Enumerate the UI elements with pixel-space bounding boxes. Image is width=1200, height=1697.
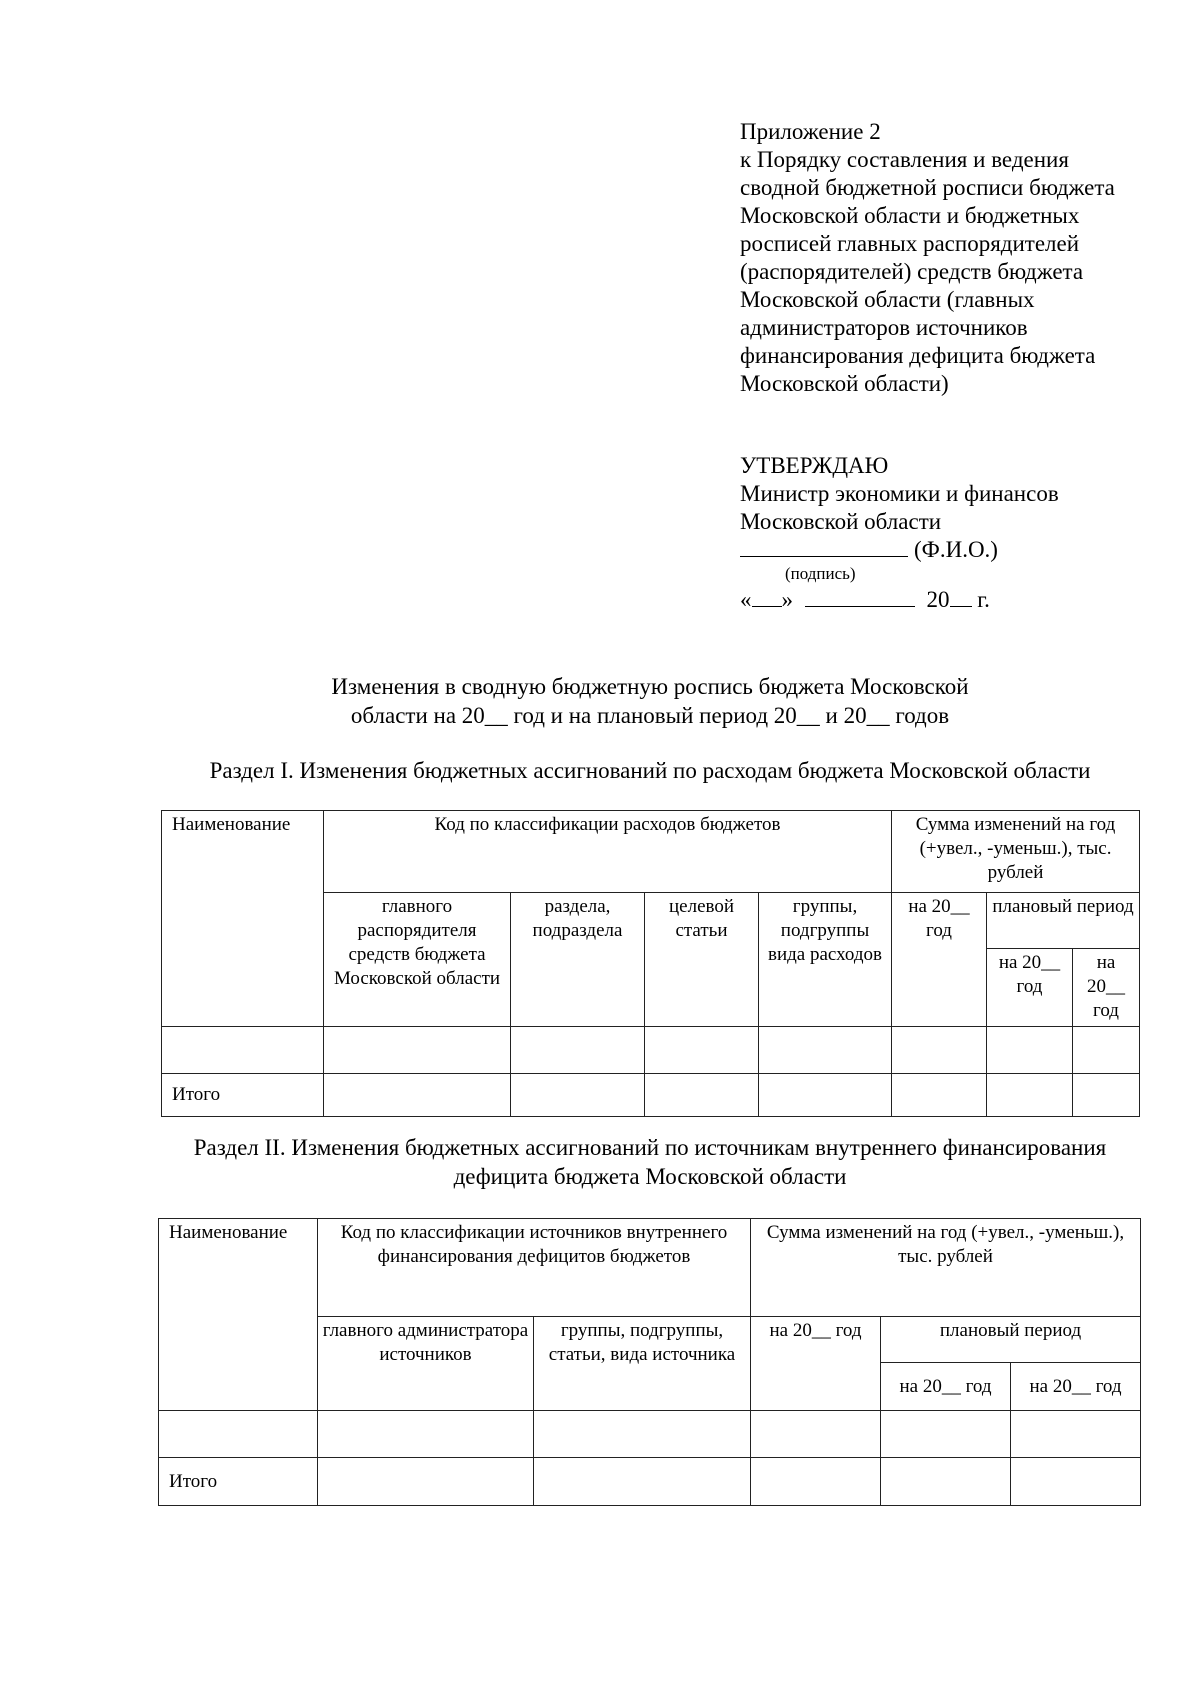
document-title-line1: Изменения в сводную бюджетную роспись бюджета Московской (331, 674, 969, 699)
table-cell[interactable] (759, 1074, 892, 1117)
header-target-article: целевой статьи (645, 893, 759, 1027)
approval-block (740, 452, 1170, 614)
header-planned-year2: на 20__ год (1011, 1363, 1141, 1411)
table-cell[interactable] (324, 1074, 511, 1117)
header-expense-groups: группы, подгруппы вида расходов (759, 893, 892, 1027)
approval-position-line1: Министр экономики и финансов (740, 481, 1059, 506)
table-cell[interactable] (1073, 1027, 1140, 1074)
signature-row (740, 536, 1170, 564)
sources-table (158, 1218, 1141, 1506)
appendix-line: росписей главных распорядителей (740, 231, 1080, 256)
header-sum-group: Сумма изменений на год (+увел., -уменьш.), тыс. рублей (751, 1219, 1141, 1317)
header-code-group: Код по классификации расходов бюджетов (324, 811, 892, 893)
header-source-groups: группы, подгруппы, статьи, вида источника (534, 1317, 751, 1411)
total-label: Итого (162, 1074, 324, 1117)
table-cell[interactable] (1073, 1074, 1140, 1117)
table-cell[interactable] (159, 1411, 318, 1458)
header-name: Наименование (162, 811, 324, 1027)
date-year-blank[interactable] (950, 586, 972, 607)
table-cell[interactable] (987, 1027, 1073, 1074)
date-close-quote: » (781, 587, 793, 612)
header-planned-year1: на 20__ год (987, 949, 1073, 1027)
appendix-line: Приложение 2 (740, 119, 881, 144)
date-open-quote: « (740, 587, 752, 612)
section1-title: Раздел I. Изменения бюджетных ассигнований по расходам бюджета Московской области (209, 758, 1091, 783)
total-row (159, 1458, 1141, 1506)
table-cell[interactable] (645, 1027, 759, 1074)
total-row (162, 1074, 1140, 1117)
header-planned-period: плановый период (987, 893, 1140, 949)
table-cell[interactable] (534, 1411, 751, 1458)
header-code-group: Код по классификации источников внутреннего финансирования дефицитов бюджетов (318, 1219, 751, 1317)
header-year-current: на 20__ год (892, 893, 987, 1027)
table-cell[interactable] (881, 1458, 1011, 1506)
table-cell[interactable] (162, 1027, 324, 1074)
appendix-line: финансирования дефицита бюджета (740, 343, 1096, 368)
table-cell[interactable] (534, 1458, 751, 1506)
total-label: Итого (159, 1458, 318, 1506)
header-planned-year1: на 20__ год (881, 1363, 1011, 1411)
signature-caption: (подпись) (785, 564, 856, 583)
table-cell[interactable] (324, 1027, 511, 1074)
appendix-line: (распорядителей) средств бюджета (740, 259, 1084, 284)
header-sum-group: Сумма изменений на год (+увел., -уменьш.), тыс. рублей (892, 811, 1140, 893)
header-section: раздела, подраздела (511, 893, 645, 1027)
header-year-current: на 20__ год (751, 1317, 881, 1411)
table-cell[interactable] (751, 1458, 881, 1506)
signature-blank[interactable] (740, 536, 908, 557)
table-cell[interactable] (318, 1411, 534, 1458)
date-row (740, 586, 1170, 614)
approval-heading: УТВЕРЖДАЮ (740, 453, 889, 478)
date-year-suffix: г. (971, 587, 990, 612)
approval-position-line2: Московской области (740, 509, 942, 534)
appendix-line: Московской области (главных (740, 287, 1035, 312)
date-month-blank[interactable] (805, 586, 915, 607)
appendix-line: Московской области) (740, 371, 949, 396)
header-name: Наименование (159, 1219, 318, 1411)
table-cell[interactable] (1011, 1458, 1141, 1506)
table-cell[interactable] (759, 1027, 892, 1074)
table-cell[interactable] (892, 1074, 987, 1117)
header-main-administrator: главного администратора источников (318, 1317, 534, 1411)
section2-title: Раздел II. Изменения бюджетных ассигнований по источникам внутреннего финансирования дефицита бюджета Московской области (193, 1135, 1107, 1189)
expenses-table (161, 810, 1140, 1117)
appendix-line: администраторов источников (740, 315, 1028, 340)
table-cell[interactable] (881, 1411, 1011, 1458)
table-cell[interactable] (511, 1074, 645, 1117)
document-title-line2: области на 20__ год и на плановый период 20__ и 20__ годов (350, 703, 950, 728)
document-title (150, 672, 1150, 730)
appendix-line: к Порядку составления и ведения (740, 147, 1069, 172)
table-row (162, 1027, 1140, 1074)
name-label: (Ф.И.О.) (914, 537, 998, 562)
header-main-manager: главного распорядителя средств бюджета Московской области (324, 893, 511, 1027)
table-cell[interactable] (645, 1074, 759, 1117)
table-row (159, 1411, 1141, 1458)
table-cell[interactable] (318, 1458, 534, 1506)
header-planned-year2: на 20__ год (1073, 949, 1140, 1027)
table-cell[interactable] (511, 1027, 645, 1074)
table-cell[interactable] (987, 1074, 1073, 1117)
header-planned-period: плановый период (881, 1317, 1141, 1363)
table-cell[interactable] (751, 1411, 881, 1458)
appendix-line: сводной бюджетной росписи бюджета (740, 175, 1115, 200)
appendix-header (740, 118, 1170, 398)
table-cell[interactable] (892, 1027, 987, 1074)
date-year-prefix: 20 (926, 587, 950, 612)
appendix-line: Московской области и бюджетных (740, 203, 1080, 228)
date-day-blank[interactable] (752, 586, 782, 607)
table-cell[interactable] (1011, 1411, 1141, 1458)
